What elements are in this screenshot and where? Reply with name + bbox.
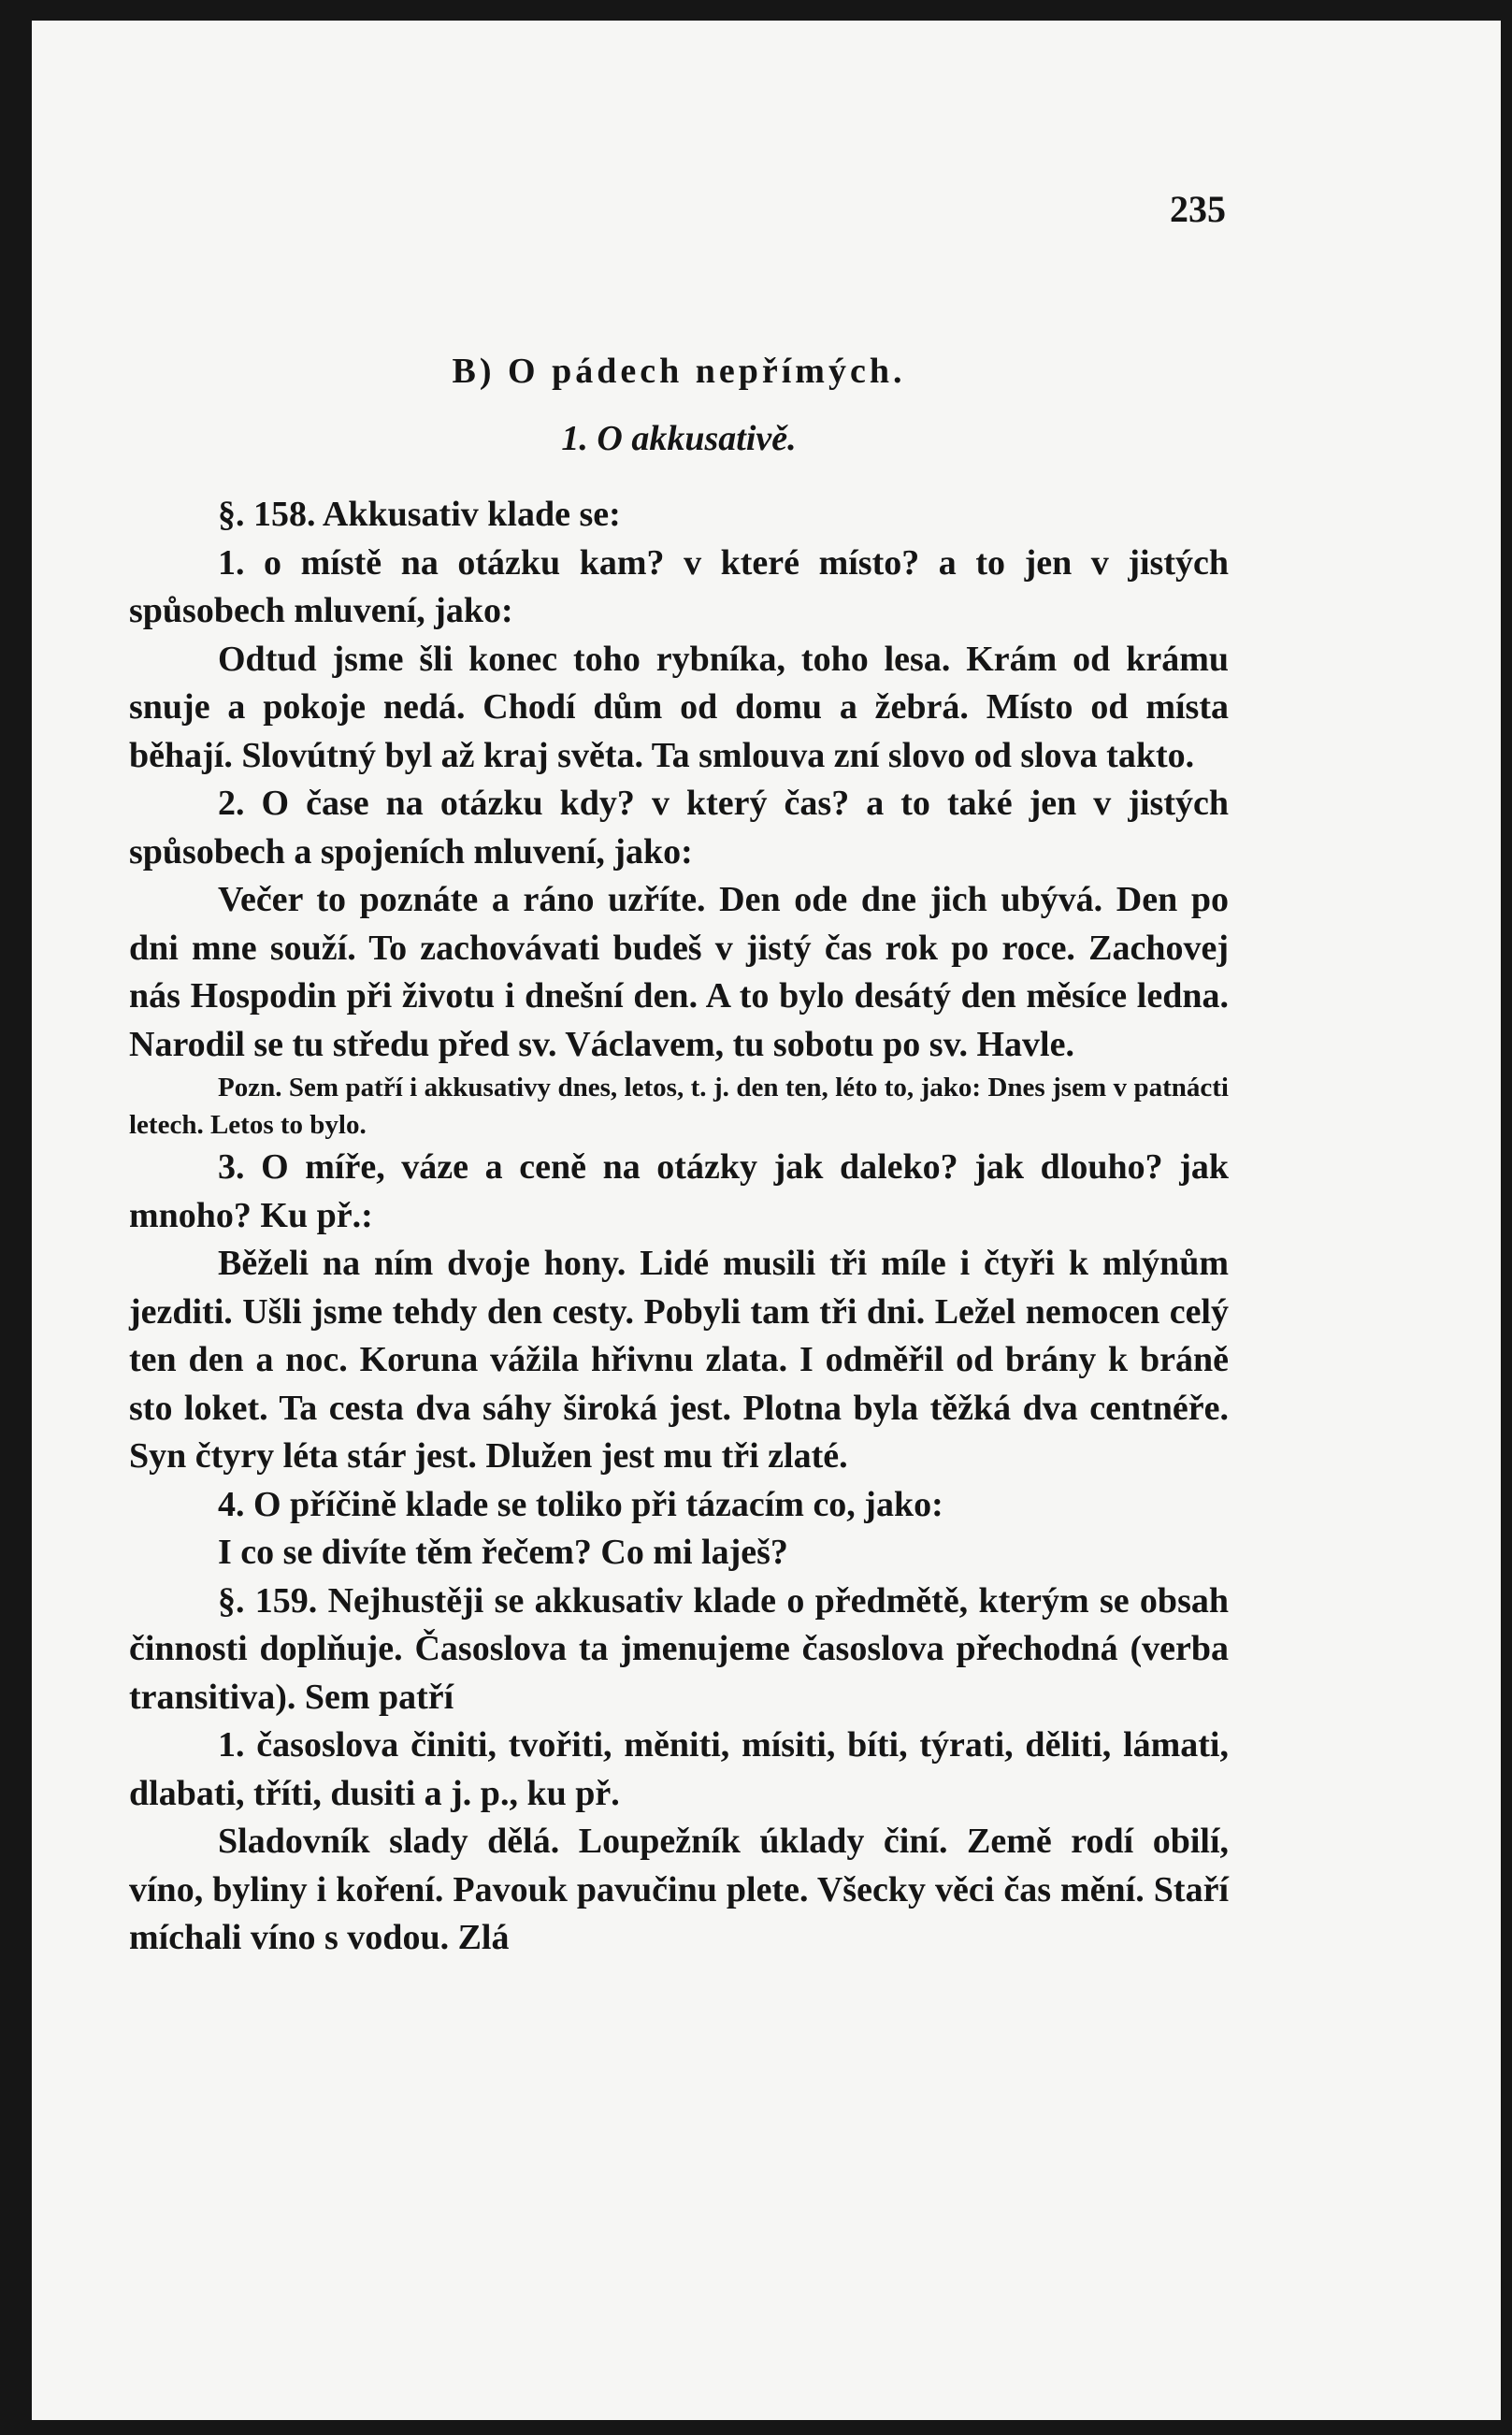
paragraph-section-158: §. 158. Akkusativ klade se: — [218, 495, 621, 534]
section-heading: B) O pádech nepřímých. — [452, 352, 906, 391]
paragraph-item-1-verbs: 1. časoslova činiti, tvořiti, měniti, mísiti, bíti, týrati, děliti, lámati, dlabati, tříti, dusiti a j. p., ku př. — [129, 1725, 1229, 1813]
paragraph-examples-measure: Běželi na ním dvoje hony. Lidé musili tři míle i čtyři k mlýnům jezditi. Ušli jsme tehdy den cesty. Pobyli tam tři dni. Ležel nemocen celý ten den a noc. Koruna vážila hřivnu zlata. I odměřil od brány k bráně sto loket. Ta cesta dva sáhy široká jest. Plotna byla těžká dva centnéře. Syn čtyry léta stár jest. Dlužen jest mu tři zlaté. — [129, 1244, 1229, 1476]
page-number: 235 — [1170, 188, 1226, 230]
book-page — [32, 21, 1501, 2420]
paragraph-examples-cause: I co se divíte těm řečem? Co mi laješ? — [218, 1533, 788, 1572]
paragraph-item-4-cause: 4. O příčině klade se toliko při tázacím co, jako: — [218, 1484, 943, 1524]
paragraph-note: Pozn. Sem patří i akkusativy dnes, letos, t. j. den ten, léto to, jako: Dnes jsem v patnácti letech. Letos to bylo. — [129, 1073, 1229, 1140]
paragraph-item-1-place: 1. o místě na otázku kam? v které místo? a to jen v jistých spůsobech mluvení, jako: — [129, 542, 1229, 630]
subsection-heading: 1. O akkusativě. — [561, 418, 797, 458]
paragraph-section-159: §. 159. Nejhustěji se akkusativ klade o předmětě, kterým se obsah činnosti doplňuje. Časoslova ta jmenujeme časoslova přechodná (verba transitiva). Sem patří — [129, 1580, 1229, 1717]
paragraph-examples-verbs: Sladovník slady dělá. Loupežník úklady činí. Země rodí obilí, víno, byliny i koření. Pavouk pavučinu plete. Všecky věci čas mění. Staří míchali víno s vodou. Zlá — [129, 1822, 1229, 1957]
paragraph-examples-time: Večer to poznáte a ráno uzříte. Den ode dne jich ubývá. Den po dni mne souží. To zachovávati budeš v jistý čas rok po roce. Zachovej nás Hospodin při životu i dnešní den. A to bylo desátý den měsíce ledna. Narodil se tu středu před sv. Václavem, tu sobotu po sv. Havle. — [129, 880, 1229, 1064]
paragraph-examples-place: Odtud jsme šli konec toho rybníka, toho lesa. Krám od krámu snuje a pokoje nedá. Chodí dům od domu a žebrá. Místo od místa běhají. Slovútný byl až kraj světa. Ta smlouva zní slovo od slova takto. — [129, 639, 1229, 775]
page-body — [129, 348, 1229, 1963]
paragraph-item-3-measure: 3. O míře, váze a ceně na otázky jak daleko? jak dlouho? jak mnoho? Ku př.: — [129, 1147, 1229, 1235]
paragraph-item-2-time: 2. O čase na otázku kdy? v který čas? a to také jen v jistých spůsobech a spojeních mluvení, jako: — [129, 784, 1229, 872]
